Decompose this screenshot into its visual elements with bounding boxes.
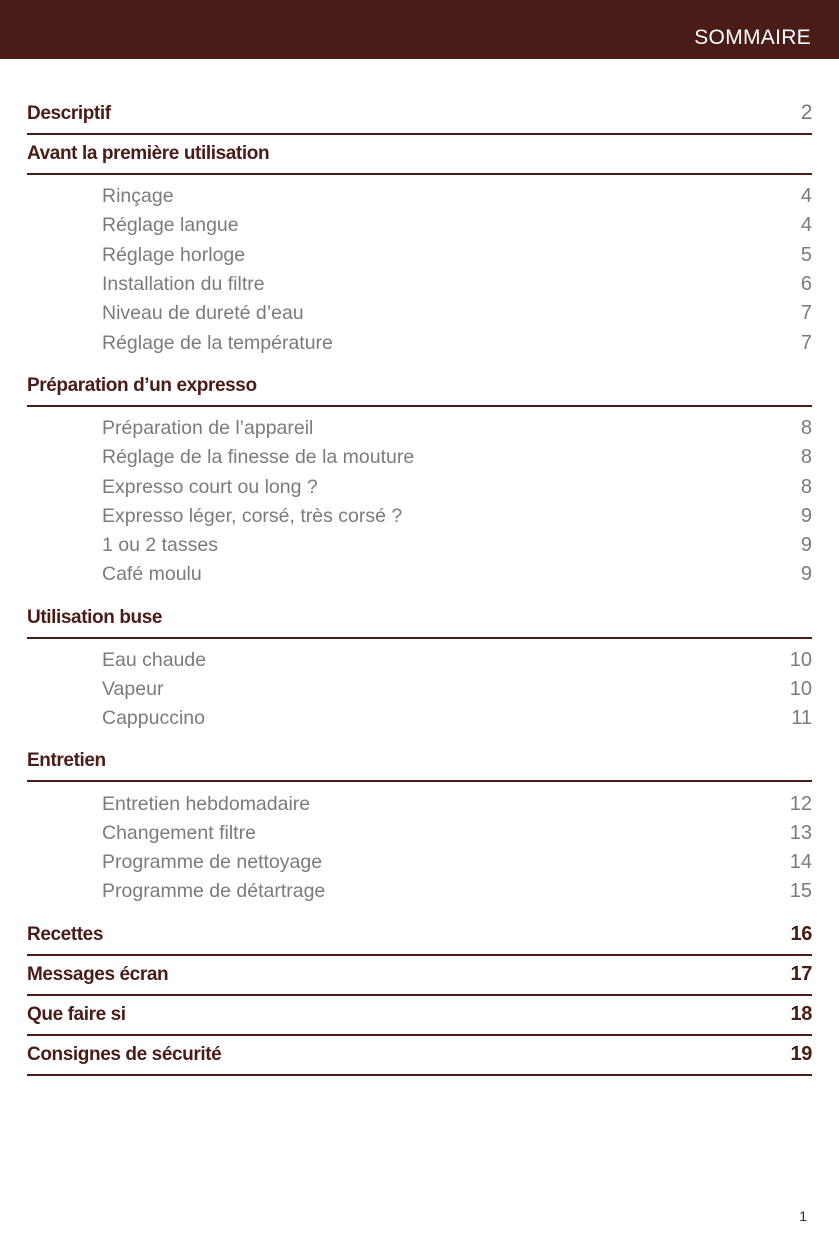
toc-item[interactable]: [27, 328, 812, 357]
toc-item[interactable]: [27, 789, 812, 818]
toc-item[interactable]: [27, 502, 812, 531]
section-page-number: 19: [790, 1042, 812, 1065]
toc-item[interactable]: [27, 560, 812, 589]
item-label: Préparation de l’appareil: [102, 416, 314, 439]
item-page-number: 14: [789, 851, 812, 874]
item-page-number: 6: [800, 273, 812, 296]
toc-item[interactable]: [27, 675, 812, 704]
section-page-number: 17: [790, 962, 812, 985]
item-label: Réglage de la finesse de la mouture: [102, 446, 415, 469]
section-page-number: 16: [790, 922, 812, 945]
toc-section-que-faire-si[interactable]: [27, 996, 812, 1036]
toc-section-buse[interactable]: [27, 599, 812, 639]
toc-section-messages[interactable]: [27, 956, 812, 996]
page-number: 1: [799, 1208, 807, 1224]
item-label: 1 ou 2 tasses: [102, 534, 218, 557]
toc-sublist-avant: [27, 175, 812, 367]
section-title: Recettes: [27, 923, 104, 945]
toc-item[interactable]: [27, 877, 812, 906]
item-page-number: 7: [800, 331, 812, 354]
page-title: SOMMAIRE: [694, 26, 811, 49]
header-bar: [0, 0, 839, 59]
section-title: Messages écran: [27, 963, 169, 985]
toc-item[interactable]: [27, 704, 812, 733]
toc-item[interactable]: [27, 443, 812, 472]
item-page-number: 12: [789, 792, 812, 815]
item-label: Programme de détartrage: [102, 880, 326, 903]
item-page-number: 13: [789, 821, 812, 844]
item-label: Réglage horloge: [102, 243, 246, 266]
section-title: Préparation d’un expresso: [27, 374, 257, 396]
item-page-number: 10: [789, 678, 812, 700]
toc-item[interactable]: [27, 241, 812, 270]
item-label: Changement filtre: [102, 821, 256, 844]
item-label: Expresso court ou long ?: [102, 475, 318, 498]
item-label: Réglage langue: [102, 214, 239, 237]
toc-section-descriptif[interactable]: [27, 95, 812, 135]
item-page-number: 7: [800, 302, 812, 325]
toc-item[interactable]: [27, 819, 812, 848]
toc-section-recettes[interactable]: [27, 916, 812, 956]
item-page-number: 9: [800, 563, 812, 586]
table-of-contents: [27, 95, 812, 1076]
toc-item[interactable]: [27, 414, 812, 443]
toc-section-entretien[interactable]: [27, 742, 812, 782]
item-label: Vapeur: [102, 678, 164, 700]
item-page-number: 11: [791, 707, 812, 730]
item-label: Niveau de dureté d’eau: [102, 302, 304, 325]
item-page-number: 5: [800, 243, 812, 266]
toc-sublist-preparation: [27, 407, 812, 599]
item-page-number: 10: [789, 648, 812, 671]
toc-sublist-buse: [27, 639, 812, 743]
toc-section-preparation[interactable]: [27, 367, 812, 407]
toc-item[interactable]: [27, 646, 812, 675]
toc-item[interactable]: [27, 182, 812, 211]
toc-item[interactable]: [27, 472, 812, 501]
toc-item[interactable]: [27, 848, 812, 877]
item-label: Installation du filtre: [102, 273, 265, 296]
item-label: Cappuccino: [102, 707, 205, 730]
item-label: Café moulu: [102, 563, 202, 586]
section-title: Descriptif: [27, 103, 111, 124]
item-page-number: 9: [800, 534, 812, 557]
item-page-number: 9: [800, 504, 812, 527]
item-label: Réglage de la température: [102, 331, 333, 354]
item-label: Entretien hebdomadaire: [102, 792, 311, 815]
section-page-number: 18: [790, 1002, 812, 1025]
section-page-number: 2: [800, 101, 812, 124]
item-label: Rinçage: [102, 185, 174, 208]
section-title: Avant la première utilisation: [27, 143, 270, 164]
section-title: Utilisation buse: [27, 606, 163, 628]
section-title: Consignes de sécurité: [27, 1043, 222, 1065]
item-page-number: 8: [800, 416, 812, 439]
toc-section-consignes[interactable]: [27, 1036, 812, 1076]
section-title: Que faire si: [27, 1003, 126, 1025]
item-page-number: 4: [800, 185, 812, 208]
item-label: Eau chaude: [102, 648, 207, 671]
toc-sublist-entretien: [27, 782, 812, 915]
toc-section-avant[interactable]: [27, 135, 812, 175]
toc-item[interactable]: [27, 531, 812, 560]
toc-item[interactable]: [27, 299, 812, 328]
item-label: Programme de nettoyage: [102, 851, 323, 874]
item-page-number: 15: [789, 880, 812, 903]
toc-item[interactable]: [27, 211, 812, 240]
section-title: Entretien: [27, 750, 106, 772]
item-page-number: 8: [800, 446, 812, 469]
toc-item[interactable]: [27, 270, 812, 299]
item-page-number: 4: [800, 214, 812, 237]
item-page-number: 8: [800, 475, 812, 498]
item-label: Expresso léger, corsé, très corsé ?: [102, 504, 403, 527]
